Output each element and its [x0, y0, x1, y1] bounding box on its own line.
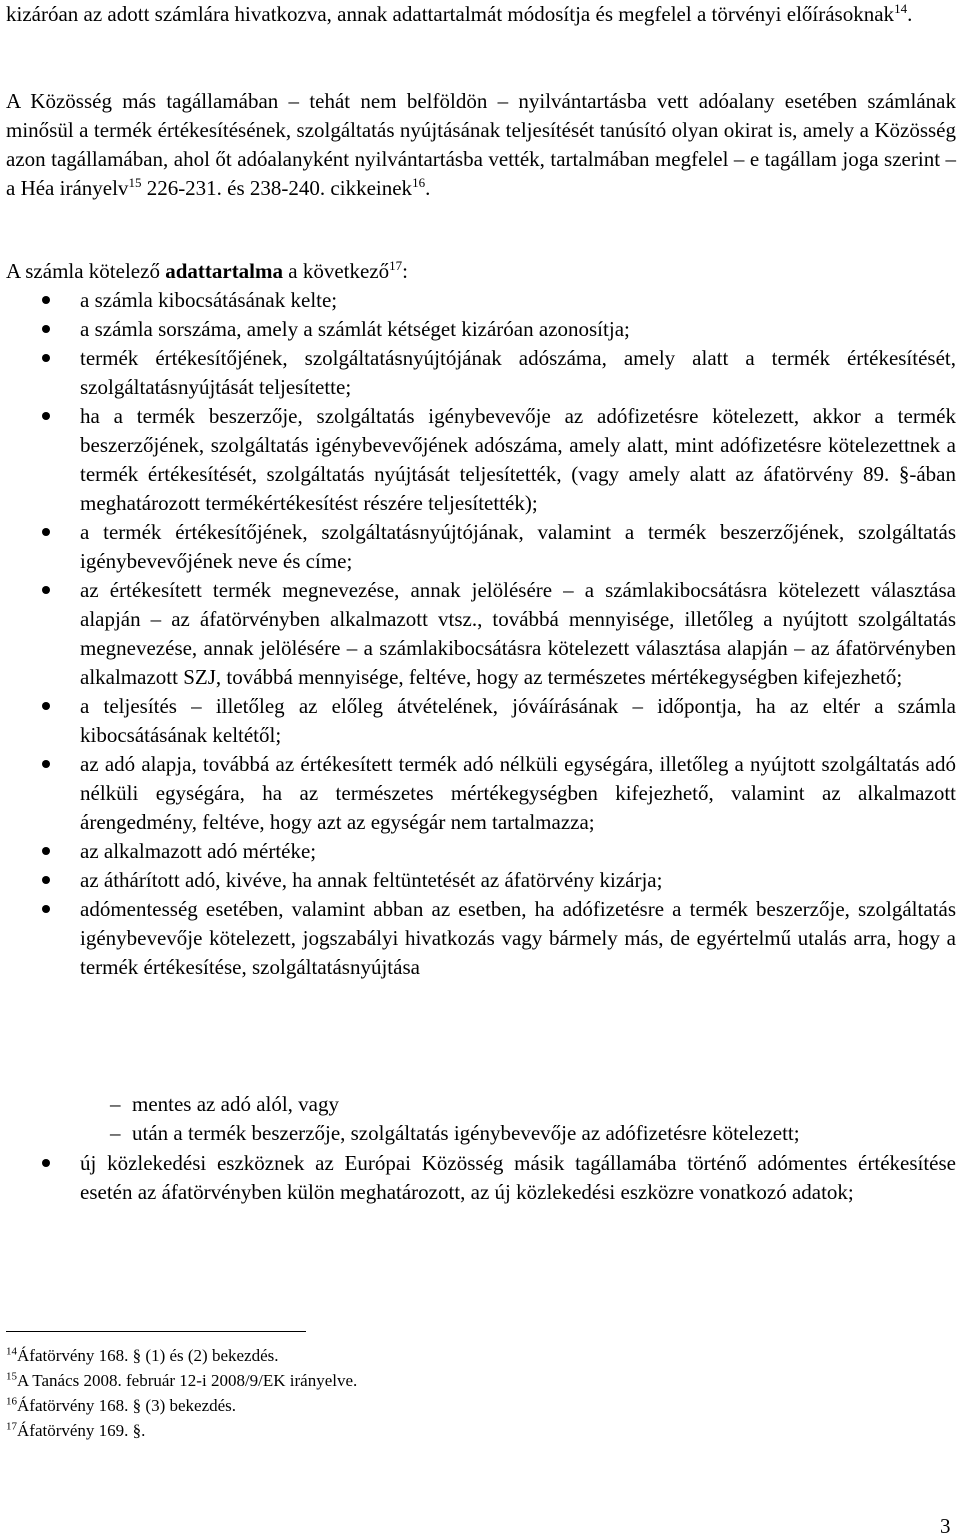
list-item-text: termék értékesítőjének, szolgáltatásnyújtójának adószáma, amely alatt a termék értékesítését, szolgáltatásnyújtását teljesítette; [80, 346, 956, 399]
paragraph-continuation [6, 0, 956, 29]
list-item-text: az alkalmazott adó mértéke; [80, 839, 317, 863]
list-intro [6, 257, 956, 286]
invoice-content-list [0, 286, 960, 982]
punctuation: . [425, 176, 431, 200]
punctuation: : [402, 259, 408, 283]
list-item [0, 692, 960, 750]
list-item [0, 1149, 960, 1207]
list-item [0, 315, 960, 344]
bullet-icon [42, 905, 50, 913]
intro-text: a következő [283, 259, 390, 283]
list-item [0, 895, 960, 982]
footnote-text: A Tanács 2008. február 12-i 2008/9/EK irányelve. [17, 1371, 358, 1390]
punctuation: . [907, 2, 913, 26]
footnote [6, 1396, 706, 1416]
sub-list-item-text: után a termék beszerzője, szolgáltatás igénybevevője az adófizetésre kötelezett; [132, 1121, 800, 1145]
list-item-text: a számla sorszáma, amely a számlát kétséget kizáróan azonosítja; [80, 317, 630, 341]
bullet-icon [42, 412, 50, 420]
footnote-divider [6, 1331, 306, 1332]
intro-bold-term: adattartalma [165, 259, 284, 283]
footnote-number: 15 [6, 1370, 17, 1383]
sub-list-item-text: mentes az adó alól, vagy [132, 1092, 340, 1116]
list-item [0, 402, 960, 518]
footnote-number: 16 [6, 1395, 17, 1408]
list-item-text: a termék értékesítőjének, szolgáltatásnyújtójának, valamint a termék beszerzőjének, szolgáltatás igénybevevőjének neve és címe; [80, 520, 956, 573]
list-item-text: a teljesítés – illetőleg az előleg átvételének, jóváírásának – időpontja, ha az eltér a számla kibocsátásának keltétől; [80, 694, 956, 747]
footnote [6, 1421, 706, 1441]
list-item-text: az értékesített termék megnevezése, annak jelölésére – a számlakibocsátásra kötelezett választása alapján – az áfatörvényben alkalmazott vtsz., továbbá mennyisége, illetőleg a nyújtott szolgáltatás megnevezése, annak jelölésére – a számlakibocsátásra kötelezett választása alapján – az áfatörvényben alkalmazott SZJ, továbbá mennyisége, feltéve, hogy az természetes mértékegységben kifejezhető; [80, 578, 956, 689]
bullet-icon [42, 325, 50, 333]
paragraph-community-invoice [6, 87, 956, 203]
footnote-ref: 15 [128, 175, 142, 191]
list-item [0, 344, 960, 402]
paragraph-text: A Közösség más tagállamában – tehát nem belföldön – nyilvántartásba vett adóalany esetében számlának minősül a termék értékesítésének, szolgáltatás nyújtásának teljesítését tanúsító olyan okirat is, amely a Közösség azon tagállamában, ahol őt adóalanyként nyilvántartásba vették, tartalmában megfelel – e tagállam joga szerint – a Héa irányelv [6, 89, 956, 200]
bullet-icon [42, 876, 50, 884]
footnote-text: Áfatörvény 169. §. [17, 1421, 146, 1440]
bullet-icon [42, 528, 50, 536]
invoice-content-list-continued [0, 1149, 960, 1207]
sub-list-item [0, 1119, 960, 1148]
dash-marker: – [110, 1092, 121, 1116]
bullet-icon [42, 702, 50, 710]
list-item-text: az adó alapja, továbbá az értékesített termék adó nélküli egységára, illetőleg a nyújtott szolgáltatás adó nélküli egységára, ha az természetes mértékegységben kifejezhető, valamint az alkalmazott árengedmény, feltéve, hogy azt az egységár nem tartalmazza; [80, 752, 956, 834]
paragraph-text: 226-231. és 238-240. cikkeinek [141, 176, 413, 200]
bullet-icon [42, 1159, 50, 1167]
footnote-number: 14 [6, 1345, 17, 1358]
footnote [6, 1371, 706, 1391]
footnote-ref: 17 [389, 258, 403, 274]
footnote [6, 1346, 706, 1366]
list-item [0, 576, 960, 692]
sub-list [0, 1090, 960, 1148]
bullet-icon [42, 296, 50, 304]
list-item [0, 866, 960, 895]
sub-list-item [0, 1090, 960, 1119]
page-number: 3 [940, 1514, 951, 1538]
bullet-icon [42, 760, 50, 768]
list-item [0, 286, 960, 315]
bullet-icon [42, 586, 50, 594]
list-item-text: a számla kibocsátásának kelte; [80, 288, 338, 312]
list-item-text: ha a termék beszerzője, szolgáltatás igénybevevője az adófizetésre kötelezett, akkor a termék beszerzőjének, szolgáltatás igénybevevőjének adószáma, amely alatt, mint adófizetésre kötelezettnek a termék értékesítését, szolgáltatás nyújtását teljesítették, (vagy amely alatt az áfatörvény 89. §-ában meghatározott termékértékesítést részére teljesítették); [80, 404, 956, 515]
footnote-ref: 14 [894, 1, 908, 17]
paragraph-text: kizáróan az adott számlára hivatkozva, annak adattartalmát módosítja és megfelel a törvényi előírásoknak [6, 2, 895, 26]
footnote-ref: 16 [412, 175, 426, 191]
list-item [0, 750, 960, 837]
bullet-icon [42, 847, 50, 855]
list-item [0, 518, 960, 576]
footnote-text: Áfatörvény 168. § (1) és (2) bekezdés. [17, 1346, 279, 1365]
dash-marker: – [110, 1121, 121, 1145]
list-item-text: új közlekedési eszköznek az Európai Közösség másik tagállamába történő adómentes értékesítése esetén az áfatörvényben külön meghatározott, az új közlekedési eszközre vonatkozó adatok; [80, 1151, 956, 1204]
footnote-number: 17 [6, 1420, 17, 1433]
intro-text: A számla kötelező [6, 259, 166, 283]
footnote-text: Áfatörvény 168. § (3) bekezdés. [17, 1396, 237, 1415]
list-item [0, 837, 960, 866]
bullet-icon [42, 354, 50, 362]
list-item-text: adómentesség esetében, valamint abban az esetben, ha adófizetésre a termék beszerzője, szolgáltatás igénybevevője kötelezett, jogszabályi hivatkozás vagy bármely más, de egyértelmű utalás arra, hogy a termék értékesítése, szolgáltatásnyújtása [80, 897, 956, 979]
list-item-text: az áthárított adó, kivéve, ha annak feltüntetését az áfatörvény kizárja; [80, 868, 663, 892]
